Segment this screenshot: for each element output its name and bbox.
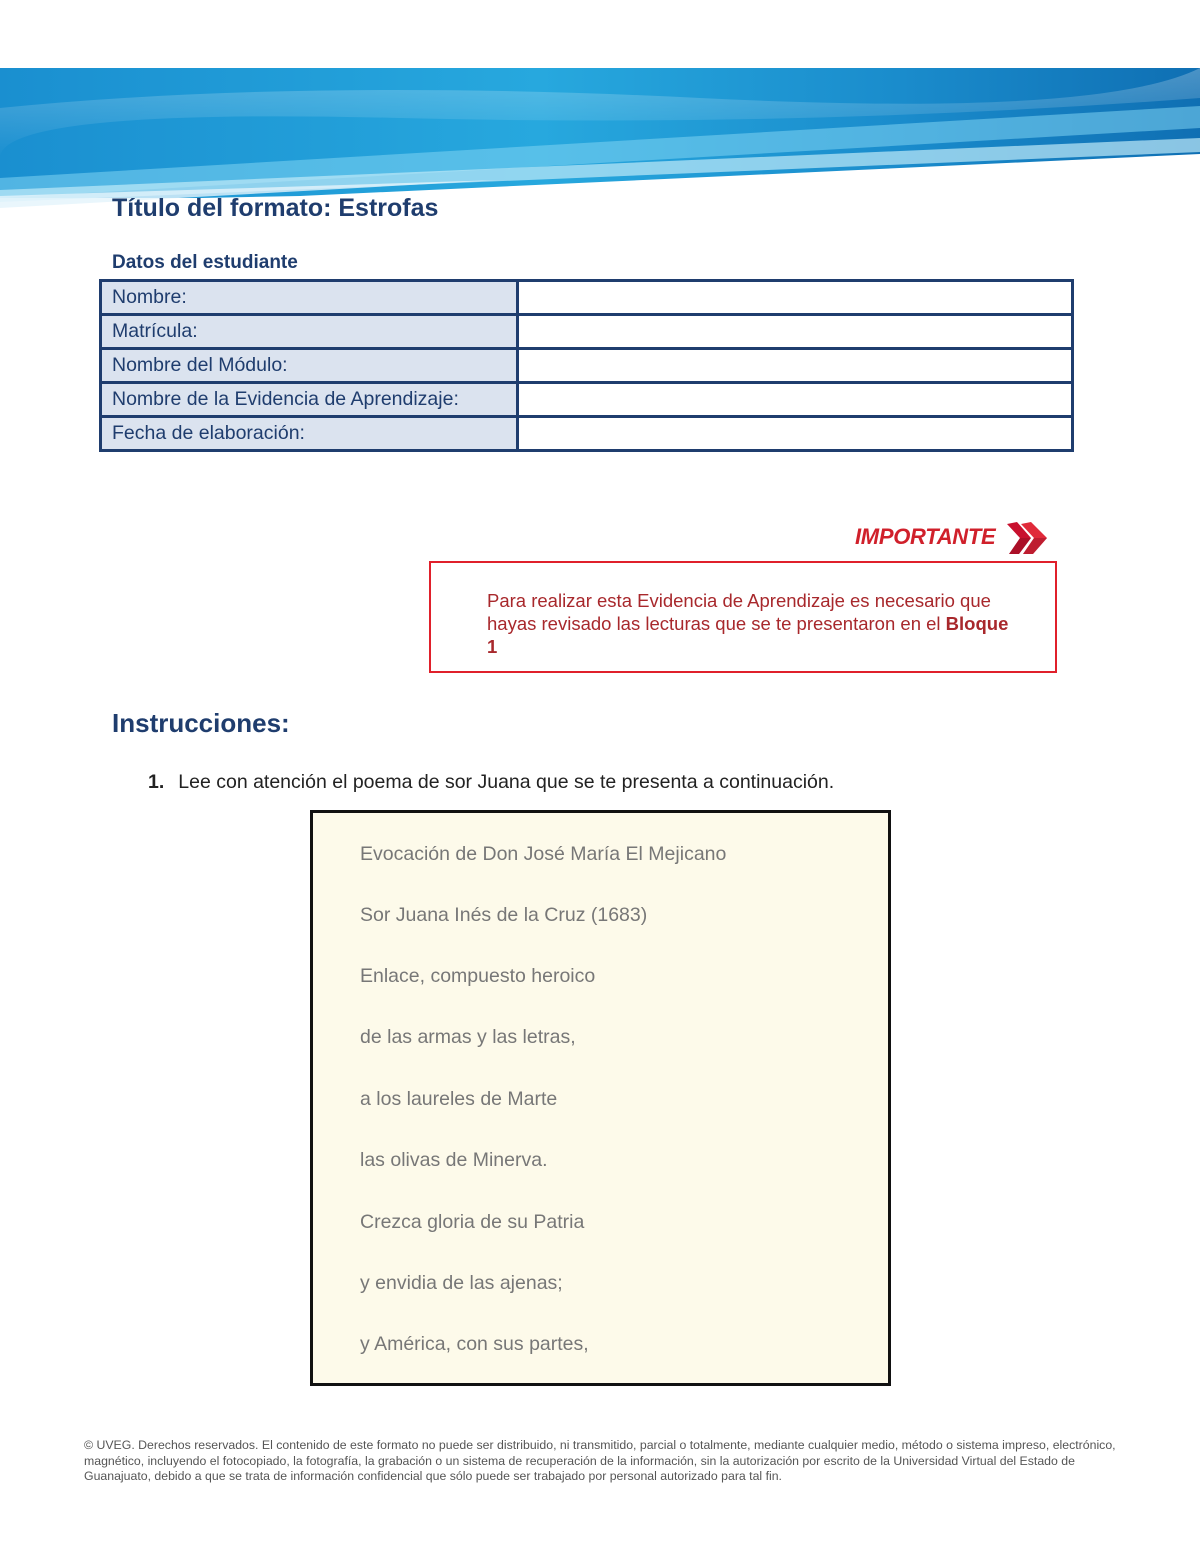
poem-line: y América, con sus partes, — [360, 1333, 589, 1355]
field-matricula[interactable] — [518, 315, 1073, 349]
poem-line: de las armas y las letras, — [360, 1026, 576, 1048]
table-row — [101, 383, 1073, 417]
notice-bold-text: Bloque 1 — [487, 613, 1009, 657]
important-notice-box — [429, 561, 1057, 673]
row-label-fecha: Fecha de elaboración: — [101, 417, 518, 451]
poem-line: a los laureles de Marte — [360, 1088, 558, 1110]
document-title: Título del formato: Estrofas — [112, 194, 439, 222]
important-notice-text — [487, 589, 1017, 658]
row-label-matricula: Matrícula: — [101, 315, 518, 349]
notice-text: Para realizar esta Evidencia de Aprendizaje es necesario que hayas revisado las lecturas que se te presentaron en el — [487, 590, 991, 634]
poem-box — [310, 810, 891, 1386]
row-label-nombre: Nombre: — [101, 281, 518, 315]
poem-line: Enlace, compuesto heroico — [360, 965, 596, 987]
table-row — [101, 417, 1073, 451]
double-chevron-icon — [1005, 520, 1049, 563]
field-fecha[interactable] — [518, 417, 1073, 451]
row-label-modulo: Nombre del Módulo: — [101, 349, 518, 383]
field-evidencia[interactable] — [518, 383, 1073, 417]
table-row — [101, 315, 1073, 349]
student-data-heading: Datos del estudiante — [112, 252, 298, 273]
field-modulo[interactable] — [518, 349, 1073, 383]
poem-line: y envidia de las ajenas; — [360, 1272, 563, 1294]
instructions-heading: Instrucciones: — [112, 708, 290, 738]
row-label-evidencia: Nombre de la Evidencia de Aprendizaje: — [101, 383, 518, 417]
instruction-step — [148, 771, 834, 794]
table-row — [101, 349, 1073, 383]
field-nombre[interactable] — [518, 281, 1073, 315]
step-text: Lee con atención el poema de sor Juana que se te presenta a continuación. — [178, 771, 835, 793]
poem-line: Sor Juana Inés de la Cruz (1683) — [360, 904, 648, 926]
poem-line: Evocación de Don José María El Mejicano — [360, 843, 727, 865]
step-number: 1. — [148, 771, 165, 793]
copyright-footer: © UVEG. Derechos reservados. El contenido de este formato no puede ser distribuido, ni transmitido, parcial o totalmente, mediante cualquier medio, método o sistema impreso, electrónico, magnético, incluyendo el fotocopiado, la fotografía, la grabación o un sistema de recuperación de la información, sin la autorización por escrito de la Universidad Virtual del Estado de Guanajuato, debido a que se trata de información confidencial que sólo puede ser trabajado por personal autorizado para tal fin. — [84, 1438, 1116, 1483]
table-row — [101, 281, 1073, 315]
poem-line: Crezca gloria de su Patria — [360, 1211, 585, 1233]
important-label: IMPORTANTE — [855, 524, 996, 549]
poem-line: las olivas de Minerva. — [360, 1149, 548, 1171]
student-data-table — [99, 279, 1074, 452]
